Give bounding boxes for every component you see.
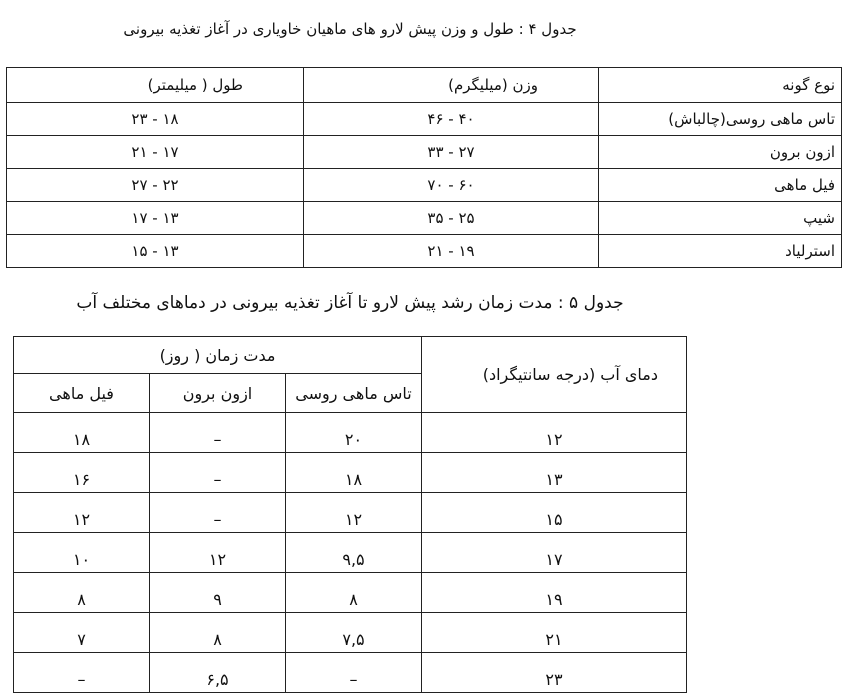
temperature-cell: ۲۱ <box>422 613 687 653</box>
temperature-cell: ۱۵ <box>422 493 687 533</box>
species-cell: تاس ماهی روسی(چالباش) <box>599 103 842 136</box>
header-weight: وزن (میلیگرم) <box>304 68 599 103</box>
duration-cell: – <box>150 413 286 453</box>
length-cell: ۱۷ - ۲۱ <box>7 136 304 169</box>
duration-cell: ۲۰ <box>286 413 422 453</box>
duration-cell: ۸ <box>150 613 286 653</box>
duration-cell: ۱۶ <box>14 453 150 493</box>
weight-cell: ۲۷ - ۳۳ <box>304 136 599 169</box>
species-cell: شیپ <box>599 202 842 235</box>
header-species: نوع گونه <box>599 68 842 103</box>
table-header-row <box>14 337 687 374</box>
table-row <box>7 169 842 202</box>
length-cell: ۱۸ - ۲۳ <box>7 103 304 136</box>
duration-cell: – <box>150 453 286 493</box>
duration-cell: – <box>14 653 150 693</box>
duration-cell: ۸ <box>286 573 422 613</box>
growth-duration-table <box>13 336 687 693</box>
table-row <box>14 613 687 653</box>
duration-cell: ۷,۵ <box>286 613 422 653</box>
length-weight-table <box>6 67 842 268</box>
table-row <box>14 573 687 613</box>
duration-cell: ۶,۵ <box>150 653 286 693</box>
length-cell: ۲۲ - ۲۷ <box>7 169 304 202</box>
weight-cell: ۶۰ - ۷۰ <box>304 169 599 202</box>
species-cell: استرلیاد <box>599 235 842 268</box>
header-water-temperature: دمای آب (درجه سانتیگراد) <box>422 337 687 413</box>
duration-cell: ۱۲ <box>150 533 286 573</box>
weight-cell: ۱۹ - ۲۱ <box>304 235 599 268</box>
temperature-cell: ۱۷ <box>422 533 687 573</box>
subheader-beluga: فیل ماهی <box>14 374 150 413</box>
table-row <box>14 493 687 533</box>
subheader-russian-sturgeon: تاس ماهی روسی <box>286 374 422 413</box>
table-row <box>14 453 687 493</box>
duration-cell: ۱۸ <box>286 453 422 493</box>
duration-cell: ۸ <box>14 573 150 613</box>
temperature-cell: ۱۲ <box>422 413 687 453</box>
header-duration: مدت زمان ( روز) <box>14 337 422 374</box>
species-cell: فیل ماهی <box>599 169 842 202</box>
length-cell: ۱۳ - ۱۷ <box>7 202 304 235</box>
table-row <box>14 413 687 453</box>
duration-cell: ۱۲ <box>14 493 150 533</box>
duration-cell: – <box>150 493 286 533</box>
table-row <box>14 533 687 573</box>
table-row <box>7 235 842 268</box>
duration-cell: ۱۰ <box>14 533 150 573</box>
table4-caption: جدول ۴ : طول و وزن پیش لارو های ماهیان خاویاری در آغاز تغذیه بیرونی <box>123 20 577 38</box>
length-cell: ۱۳ - ۱۵ <box>7 235 304 268</box>
header-length: طول ( میلیمتر) <box>7 68 304 103</box>
weight-cell: ۲۵ - ۳۵ <box>304 202 599 235</box>
table-row <box>7 202 842 235</box>
duration-cell: ۹,۵ <box>286 533 422 573</box>
temperature-cell: ۱۹ <box>422 573 687 613</box>
table5-caption: جدول ۵ : مدت زمان رشد پیش لارو تا آغاز تغذیه بیرونی در دماهای مختلف آب <box>76 293 624 313</box>
table-header-row <box>7 68 842 103</box>
table-row <box>7 136 842 169</box>
duration-cell: ۹ <box>150 573 286 613</box>
duration-cell: ۱۸ <box>14 413 150 453</box>
table-row <box>14 653 687 693</box>
weight-cell: ۴۰ - ۴۶ <box>304 103 599 136</box>
species-cell: ازون برون <box>599 136 842 169</box>
temperature-cell: ۲۳ <box>422 653 687 693</box>
duration-cell: – <box>286 653 422 693</box>
duration-cell: ۱۲ <box>286 493 422 533</box>
subheader-stellate-sturgeon: ازون برون <box>150 374 286 413</box>
duration-cell: ۷ <box>14 613 150 653</box>
temperature-cell: ۱۳ <box>422 453 687 493</box>
table-row <box>7 103 842 136</box>
